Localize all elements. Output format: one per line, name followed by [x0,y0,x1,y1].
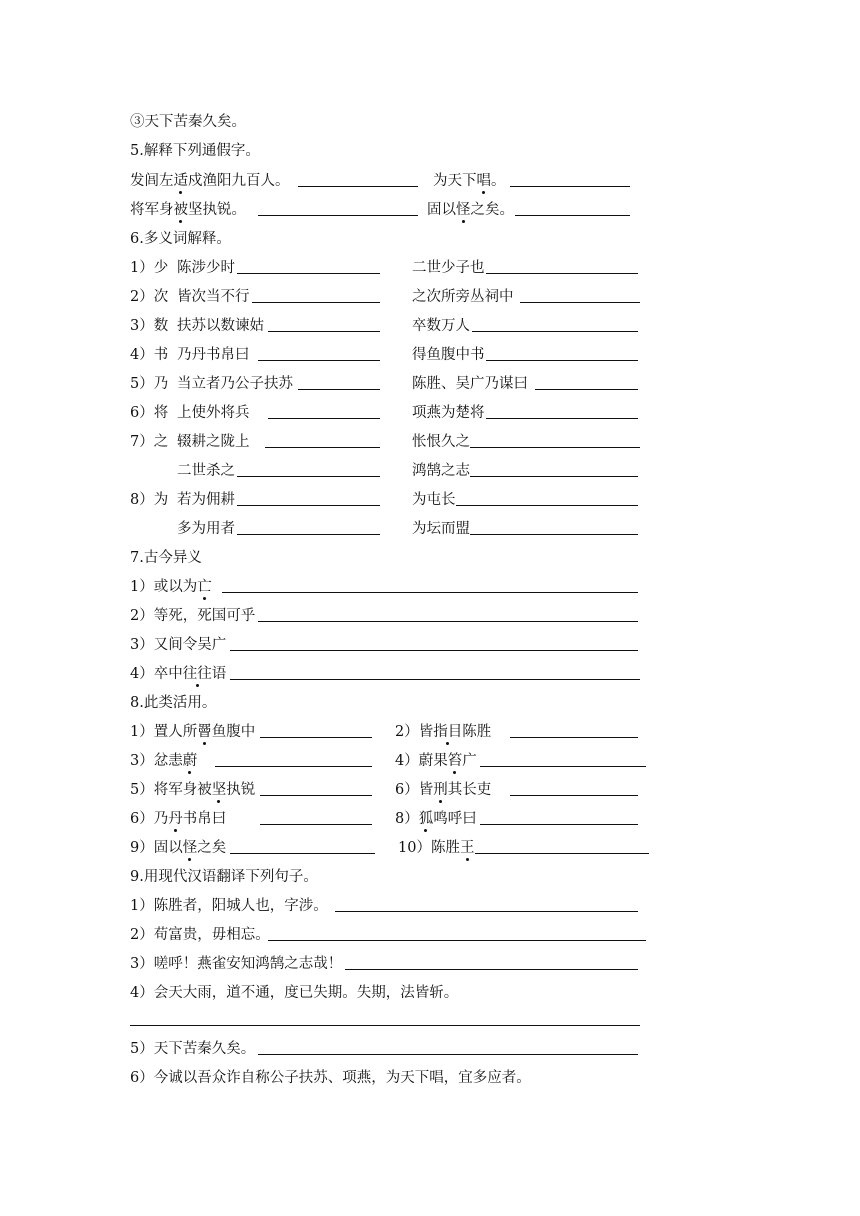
usage-item: 10）陈胜王 [398,840,475,856]
section-9-title: 9.用现代汉语翻译下列句子。 [130,869,318,885]
polysemy-a: 皆次当不行 [177,289,250,305]
polysemy-num: 2）次 [130,289,169,305]
answer-blank[interactable] [237,476,380,477]
usage-item: 3）忿恚蔚 [130,753,198,769]
answer-blank[interactable] [486,273,638,274]
answer-blank[interactable] [258,621,638,622]
answer-blank[interactable] [480,824,638,825]
answer-blank[interactable] [470,447,640,448]
top-item: ③天下苦秦久矣。 [130,114,246,130]
answer-blank[interactable] [470,476,638,477]
answer-blank[interactable] [472,331,638,332]
answer-blank[interactable] [510,795,638,796]
answer-blank[interactable] [260,795,372,796]
answer-blank[interactable] [345,969,638,970]
answer-blank[interactable] [456,505,638,506]
answer-blank[interactable] [237,534,380,535]
polysemy-b: 项燕为楚将 [412,405,485,421]
polysemy-b: 为坛而盟 [412,521,470,537]
polysemy-a: 乃丹书帛曰 [177,347,250,363]
answer-blank[interactable] [298,186,418,187]
usage-item: 6）乃丹书帛曰 [130,811,227,827]
answer-blank[interactable] [486,360,638,361]
translate-item: 4）会天大雨，道不通，度已失期。失期，法皆斩。 [130,985,459,1001]
answer-blank[interactable] [298,389,380,390]
polysemy-num: 8）为 [130,492,169,508]
answer-blank[interactable] [515,215,630,216]
answer-blank[interactable] [486,418,638,419]
answer-blank[interactable] [510,186,630,187]
polysemy-a: 扶苏以数谏姑 [177,318,264,334]
polysemy-num: 5）乃 [130,376,169,392]
answer-blank[interactable] [268,418,380,419]
polysemy-a: 上使外将兵 [177,405,250,421]
polysemy-b: 鸿鹄之志 [412,463,470,479]
usage-item: 6）皆刑其长吏 [395,782,492,798]
polysemy-a: 若为佣耕 [177,492,235,508]
archaic-item: 2）等死，死国可乎 [130,608,256,624]
translate-item: 6）今诚以吾众诈自称公子扶苏、项燕，为天下唱，宜多应者。 [130,1070,531,1086]
tongjia-2: 为天下唱。 [433,173,506,189]
section-7-title: 7.古今异义 [130,550,202,566]
answer-blank[interactable] [260,737,372,738]
polysemy-num: 1）少 [130,260,169,276]
archaic-item: 3）又间令吴广 [130,637,227,653]
archaic-item: 1）或以为亡 [130,579,212,595]
section-5-title: 5.解释下列通假字。 [130,143,260,159]
answer-blank[interactable] [230,679,640,680]
answer-blank[interactable] [230,650,638,651]
usage-item: 4）蔚果笞广 [395,753,477,769]
polysemy-num: 6）将 [130,405,169,421]
translate-item: 1）陈胜者，阳城人也，字涉。 [130,898,328,914]
answer-blank[interactable] [268,331,380,332]
tongjia-3: 将军身被坚执锐。 [130,202,246,218]
answer-blank[interactable] [258,215,418,216]
polysemy-b: 怅恨久之 [412,434,470,450]
answer-blank[interactable] [268,940,646,941]
answer-blank[interactable] [258,1054,638,1055]
answer-blank[interactable] [222,592,638,593]
translate-item: 5）天下苦秦久矣。 [130,1041,256,1057]
polysemy-b: 陈胜、吴广乃谋曰 [412,376,528,392]
answer-blank[interactable] [475,853,649,854]
answer-blank[interactable] [480,766,646,767]
polysemy-num: 3）数 [130,318,169,334]
answer-blank[interactable] [215,766,372,767]
usage-item: 9）固以怪之矣 [130,840,227,856]
answer-blank[interactable] [510,737,638,738]
tongjia-4: 固以怪之矣。 [427,202,514,218]
usage-item: 5）将军身被坚执锐 [130,782,256,798]
polysemy-num: 4）书 [130,347,169,363]
polysemy-a: 多为用者 [177,521,235,537]
polysemy-a: 当立者乃公子扶苏 [177,376,293,392]
polysemy-b: 卒数万人 [412,318,470,334]
usage-item: 1）置人所罾鱼腹中 [130,724,256,740]
polysemy-a: 二世杀之 [177,463,235,479]
usage-item: 8）狐鸣呼曰 [395,811,477,827]
section-8-title: 8.此类活用。 [130,695,217,711]
translate-item: 2）苟富贵，毋相忘。 [130,927,270,943]
answer-blank[interactable] [258,360,380,361]
polysemy-b: 为屯长 [412,492,456,508]
archaic-item: 4）卒中往往语 [130,666,227,682]
answer-blank[interactable] [265,447,380,448]
polysemy-a: 辍耕之陇上 [177,434,250,450]
section-6-title: 6.多义词解释。 [130,231,231,247]
polysemy-b: 得鱼腹中书 [412,347,485,363]
polysemy-b: 二世少子也 [412,260,485,276]
answer-blank[interactable] [252,302,380,303]
answer-blank[interactable] [520,302,640,303]
polysemy-b: 之次所旁丛祠中 [412,289,514,305]
polysemy-num: 7）之 [130,434,169,450]
answer-blank[interactable] [260,824,372,825]
answer-blank[interactable] [470,534,638,535]
answer-blank[interactable] [237,505,380,506]
answer-blank[interactable] [130,1025,640,1026]
usage-item: 2）皆指目陈胜 [395,724,492,740]
tongjia-1: 发闾左适戍渔阳九百人。 [130,173,290,189]
answer-blank[interactable] [535,389,638,390]
translate-item: 3）嗟呼！燕雀安知鸿鹄之志哉！ [130,956,343,972]
answer-blank[interactable] [335,911,638,912]
answer-blank[interactable] [230,853,375,854]
polysemy-a: 陈涉少时 [177,260,235,276]
answer-blank[interactable] [237,273,380,274]
